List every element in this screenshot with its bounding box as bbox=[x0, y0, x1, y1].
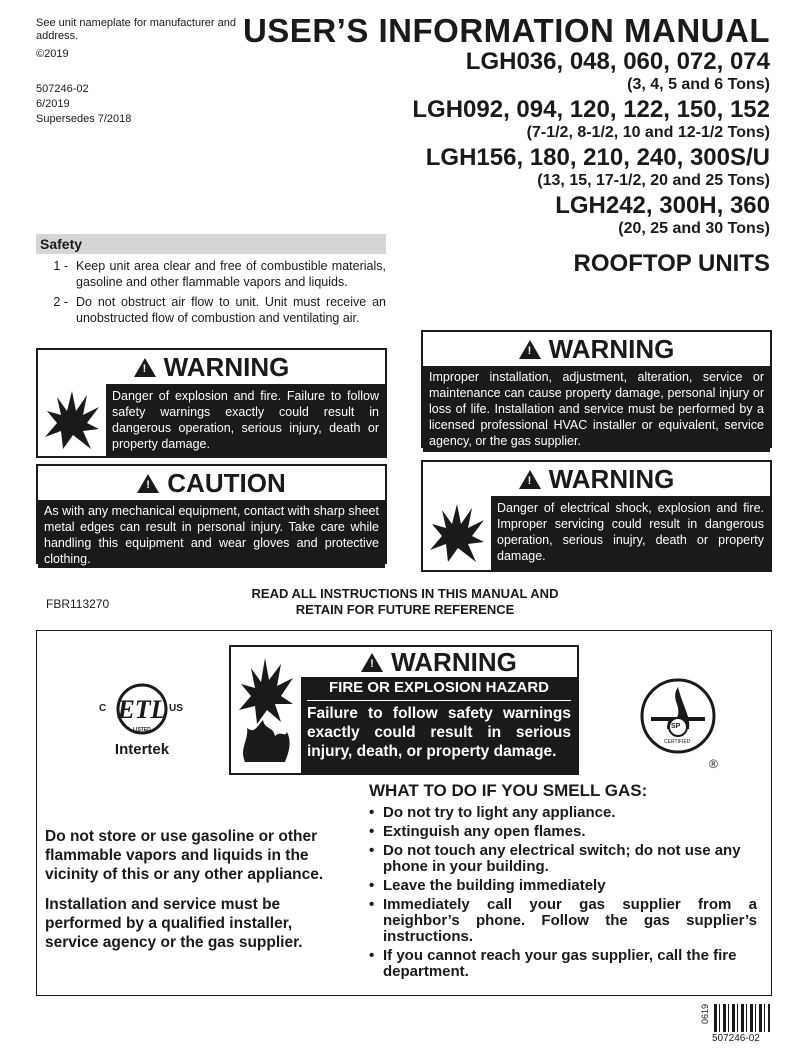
warning-triangle-icon: ! bbox=[519, 340, 541, 359]
footer-doc-number: 507246-02 bbox=[712, 1033, 760, 1044]
warning-title: WARNING bbox=[163, 351, 290, 382]
subtitle: ROOFTOP UNITS bbox=[573, 250, 770, 277]
list-item: • Leave the building immediately bbox=[369, 877, 606, 894]
safety-heading: Safety bbox=[36, 234, 386, 254]
intertek-logo bbox=[97, 677, 187, 763]
warning-content bbox=[38, 384, 385, 456]
safety-num: 2 - bbox=[53, 295, 68, 309]
warning-body: Danger of electrical shock, explosion and fire. Improper servicing could result in dangerous operation, serious inujry, death or property damage. bbox=[491, 496, 770, 570]
safety-item bbox=[36, 258, 386, 290]
doc-meta bbox=[36, 82, 131, 127]
csa-mark: SP bbox=[671, 723, 681, 730]
fire-icon bbox=[231, 647, 301, 773]
list-item: • Do not touch any electrical switch; do not use any phone in your building. bbox=[369, 843, 757, 875]
warning-body: Improper installation, adjustment, alteration, service or maintenance can cause property damage, personal injury or loss of life. Installation and service must be performed by a licensed professional HVAC installer or equivalent, service agency, or the gas supplier. bbox=[423, 366, 770, 452]
model-line-2: LGH092, 094, 120, 122, 150, 152 bbox=[412, 96, 770, 123]
list-item: • Do not try to light any appliance. bbox=[369, 804, 616, 821]
model-line-3: LGH156, 180, 210, 240, 300S/U bbox=[425, 144, 770, 171]
tons-line-4: (20, 25 and 30 Tons) bbox=[618, 220, 770, 237]
fire-warning-body: Failure to follow safety warnings exactly could result in serious injury, death, or property damage. bbox=[307, 700, 571, 761]
model-line-1: LGH036, 048, 060, 072, 074 bbox=[465, 48, 770, 75]
caution-title: CAUTION bbox=[167, 467, 286, 498]
safety-num: 1 - bbox=[53, 259, 68, 273]
warning-title: WARNING bbox=[548, 463, 675, 494]
caution-box bbox=[36, 464, 387, 564]
fire-warning-label bbox=[229, 645, 579, 775]
footer-date-code: 0619 bbox=[700, 1004, 710, 1025]
registered-mark: ® bbox=[709, 757, 718, 771]
csa-logo bbox=[639, 677, 725, 777]
list-item: • If you cannot reach your gas supplier, call the fire department. bbox=[369, 948, 757, 980]
warning-explosion-box bbox=[36, 348, 387, 458]
tons-line-3: (13, 15, 17-1/2, 20 and 25 Tons) bbox=[537, 172, 770, 189]
list-item-text: Do not try to light any appliance. bbox=[383, 804, 616, 821]
explosion-icon bbox=[38, 384, 106, 456]
copyright: ©2019 bbox=[36, 48, 69, 60]
intertek-name: Intertek bbox=[114, 741, 170, 758]
list-item-text: Extinguish any open flames. bbox=[383, 823, 586, 840]
caution-body: As with any mechanical equipment, contact with sharp sheet metal edges can result in personal injury. Take care while handling this equipment and wear gloves and protective clothing. bbox=[38, 500, 385, 568]
intertek-c: C bbox=[99, 703, 107, 714]
list-item-text: If you cannot reach your gas supplier, call the fire department. bbox=[383, 947, 737, 980]
warning-header bbox=[423, 332, 770, 366]
barcode-icon bbox=[714, 1004, 770, 1032]
fire-warning-panel bbox=[301, 677, 577, 773]
tons-line-2: (7-1/2, 8-1/2, 10 and 12-1/2 Tons) bbox=[526, 124, 770, 141]
caution-triangle-icon: ! bbox=[137, 474, 159, 493]
intertek-us: US bbox=[169, 703, 183, 714]
safety-text: Do not obstruct air flow to unit. Unit must receive an unobstructed flow of combustion and ventilating air. bbox=[76, 295, 386, 325]
warning-triangle-icon: ! bbox=[519, 470, 541, 489]
list-item: • Immediately call your gas supplier from a neighbor’s phone. Follow the gas supplier’s instructions. bbox=[369, 896, 757, 945]
warning-triangle-icon: ! bbox=[134, 358, 156, 377]
fire-warning-text bbox=[301, 647, 577, 773]
nameplate-note: See unit nameplate for manufacturer and address. bbox=[36, 17, 236, 42]
footer-code bbox=[700, 1002, 772, 1048]
explosion-icon bbox=[423, 496, 491, 570]
warning-triangle-icon: ! bbox=[361, 653, 383, 672]
safety-list bbox=[36, 258, 386, 326]
warning-header bbox=[38, 350, 385, 384]
list-item-text: Leave the building immediately bbox=[383, 877, 606, 894]
warning-content bbox=[423, 496, 770, 570]
list-item: • Extinguish any open flames. bbox=[369, 823, 586, 840]
csa-certified: CERTIFIED bbox=[664, 739, 691, 745]
warning-body: Danger of explosion and fire. Failure to follow safety warnings exactly could result in dangerous operation, serious injury, death or property damage. bbox=[106, 384, 385, 456]
fire-warning-header bbox=[301, 647, 577, 677]
list-item-text: Do not touch any electrical switch; do not use any phone in your building. bbox=[383, 842, 741, 875]
smell-gas-title: WHAT TO DO IF YOU SMELL GAS: bbox=[369, 781, 648, 800]
list-item-text: Immediately call your gas supplier from a neighbor’s phone. Follow the gas supplier’s instructions. bbox=[383, 896, 757, 945]
read-all-notice: READ ALL INSTRUCTIONS IN THIS MANUAL AND RETAIN FOR FUTURE REFERENCE bbox=[251, 586, 559, 617]
warning-header bbox=[423, 462, 770, 496]
installation-notice: Installation and service must be performed by a qualified installer, service agency or the gas supplier. bbox=[45, 896, 303, 951]
warning-electric-box bbox=[421, 460, 772, 572]
svg-text:ETL: ETL bbox=[117, 695, 167, 724]
intertek-listed: LISTED bbox=[133, 727, 151, 733]
warning-install-box bbox=[421, 330, 772, 448]
doc-number: 507246-02 bbox=[36, 83, 89, 95]
smell-gas-list bbox=[369, 805, 757, 983]
supersedes: Supersedes 7/2018 bbox=[36, 113, 132, 125]
gas-safety-box bbox=[36, 630, 772, 996]
page-title: USER’S INFORMATION MANUAL bbox=[242, 12, 770, 49]
safety-text: Keep unit area clear and free of combustible materials, gasoline and other flammable vapors and liquids. bbox=[76, 259, 386, 289]
tons-line-1: (3, 4, 5 and 6 Tons) bbox=[627, 76, 770, 93]
flammable-notice: Do not store or use gasoline or other flammable vapors and liquids in the vicinity of this or any other appliance. bbox=[45, 828, 324, 883]
warning-title: WARNING bbox=[548, 333, 675, 364]
fbr-code: FBR113270 bbox=[46, 597, 110, 611]
fire-warning-title: WARNING bbox=[391, 646, 517, 677]
fire-warning-subtitle: FIRE OR EXPLOSION HAZARD bbox=[328, 679, 549, 696]
model-line-4: LGH242, 300H, 360 bbox=[555, 192, 770, 219]
safety-item bbox=[36, 294, 386, 326]
caution-header bbox=[38, 466, 385, 500]
doc-date: 6/2019 bbox=[36, 98, 70, 110]
safety-section bbox=[36, 234, 386, 326]
